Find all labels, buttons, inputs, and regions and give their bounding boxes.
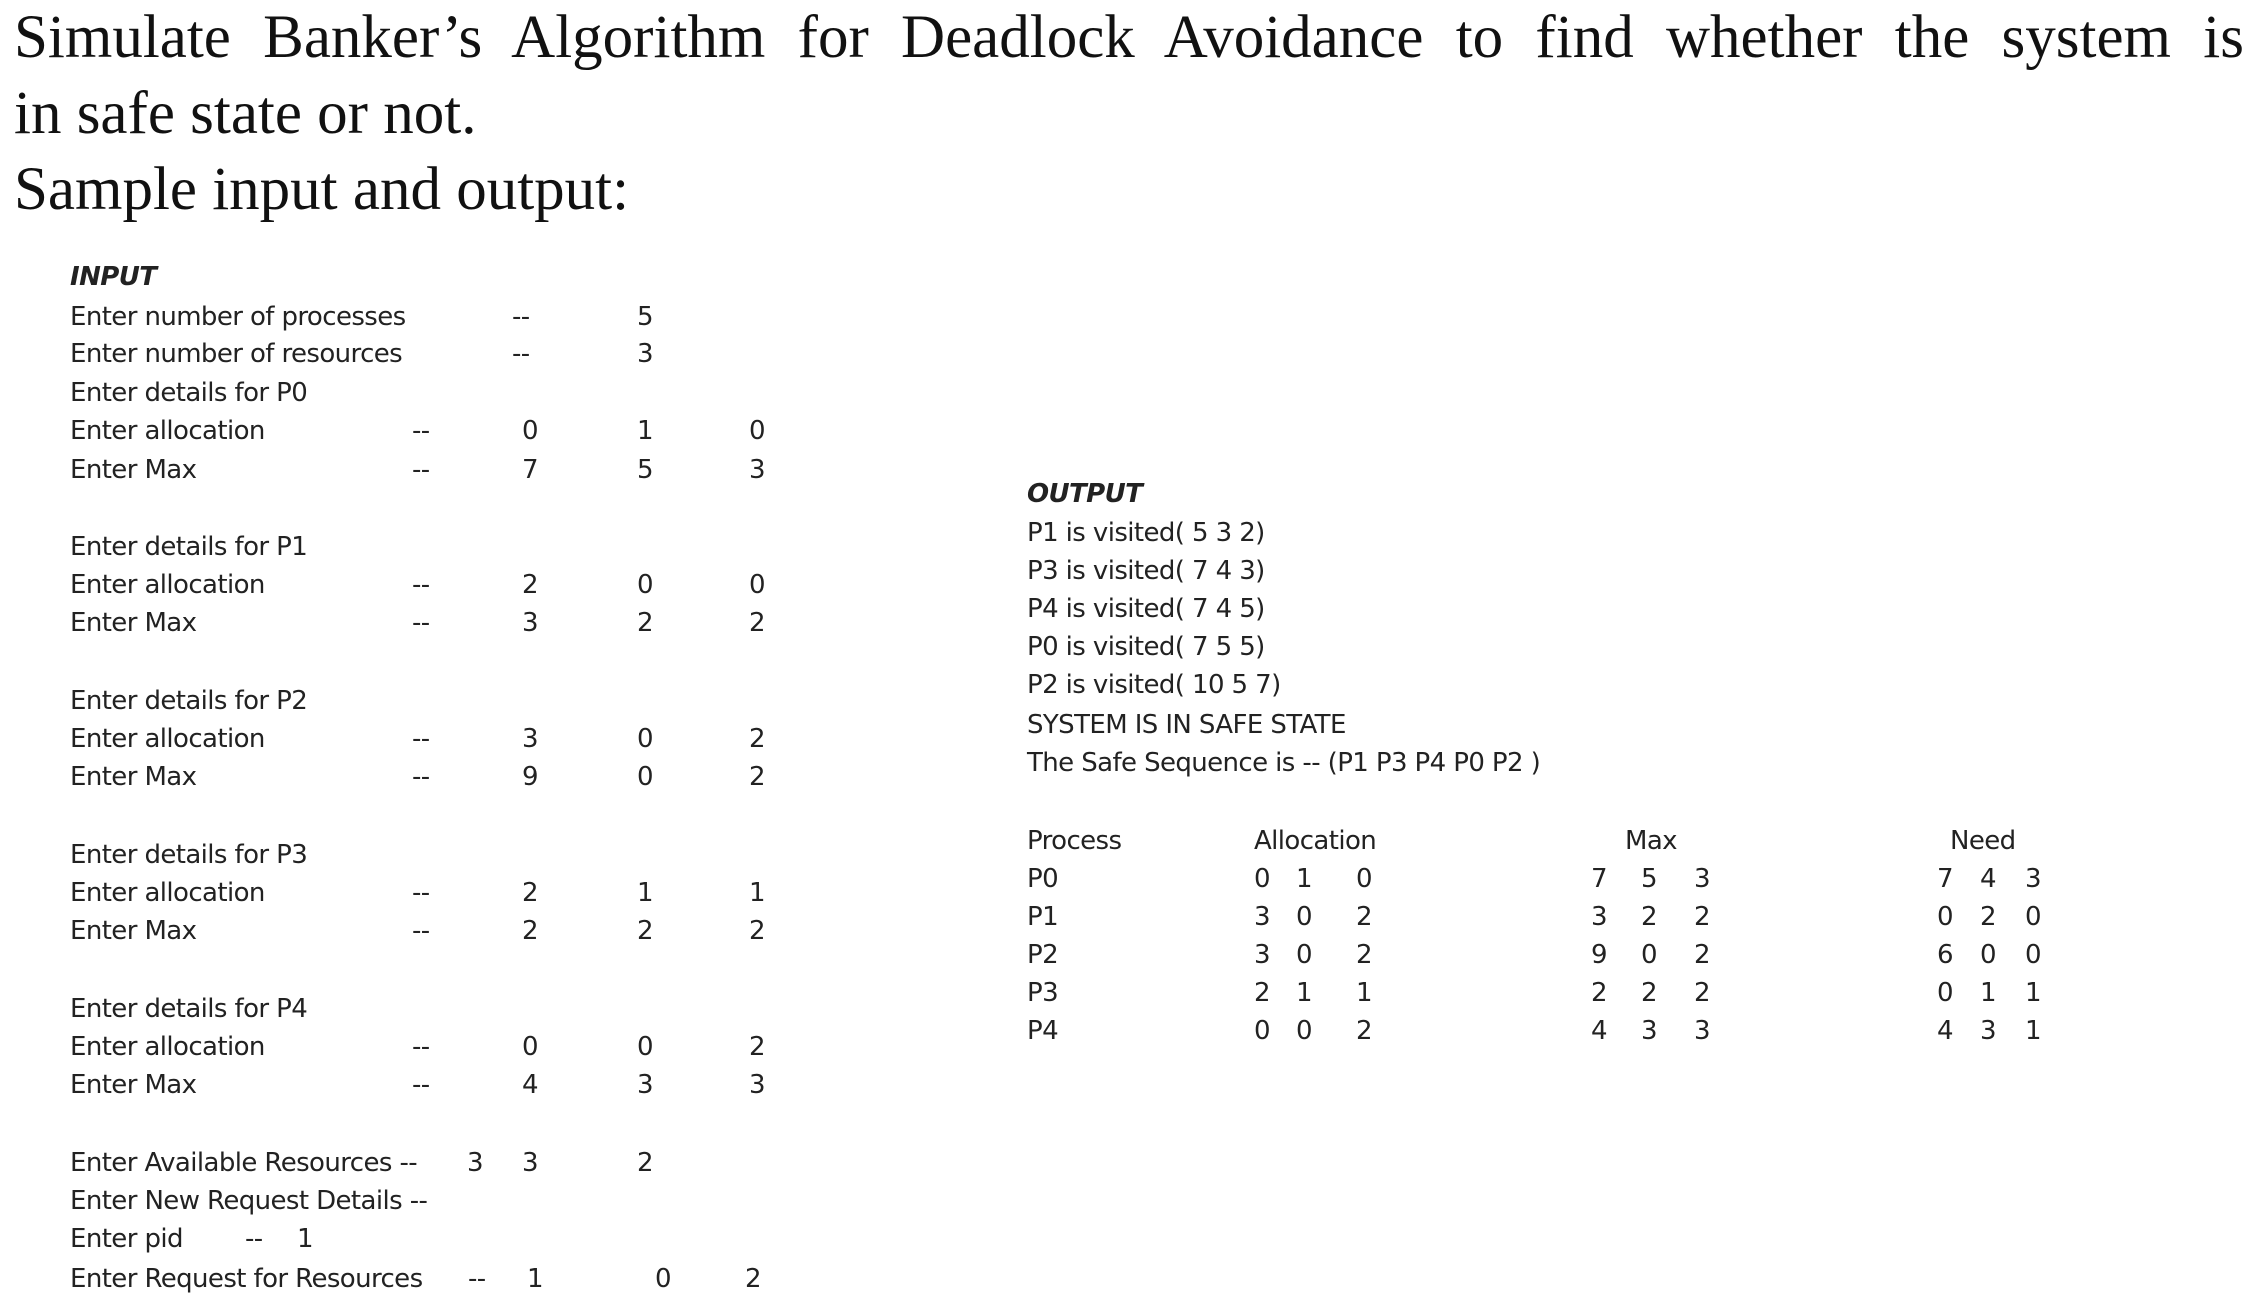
table-header-allocation: Allocation: [1254, 826, 1377, 856]
max-value: 0: [637, 762, 653, 792]
num-resources-value: 3: [637, 339, 653, 369]
table-cell-allocation: 0: [1296, 940, 1312, 970]
request-value: 2: [745, 1264, 761, 1294]
table-cell-process: P4: [1027, 1016, 1059, 1046]
allocation-label: Enter allocation: [70, 416, 265, 446]
max-value: 3: [749, 1070, 765, 1100]
dash: --: [512, 339, 530, 369]
max-value: 2: [637, 608, 653, 638]
table-cell-max: 3: [1694, 864, 1710, 894]
table-cell-max: 2: [1694, 902, 1710, 932]
table-cell-need: 1: [2025, 978, 2041, 1008]
table-header-process: Process: [1027, 826, 1122, 856]
dash: --: [412, 570, 430, 600]
table-cell-allocation: 0: [1296, 1016, 1312, 1046]
dash: --: [245, 1224, 263, 1254]
table-cell-max: 3: [1694, 1016, 1710, 1046]
max-label: Enter Max: [70, 1070, 197, 1100]
table-cell-allocation: 0: [1356, 864, 1372, 894]
table-cell-allocation: 3: [1254, 902, 1270, 932]
max-label: Enter Max: [70, 762, 197, 792]
table-cell-allocation: 2: [1254, 978, 1270, 1008]
table-cell-allocation: 0: [1254, 864, 1270, 894]
table-cell-need: 4: [1937, 1016, 1953, 1046]
table-cell-process: P2: [1027, 940, 1059, 970]
table-cell-process: P3: [1027, 978, 1059, 1008]
process-details-label: Enter details for P0: [70, 378, 308, 408]
process-details-label: Enter details for P2: [70, 686, 308, 716]
safe-sequence: The Safe Sequence is -- (P1 P3 P4 P0 P2 ): [1027, 748, 1541, 778]
table-header-need: Need: [1950, 826, 2016, 856]
table-cell-need: 3: [1980, 1016, 1996, 1046]
table-cell-max: 3: [1591, 902, 1607, 932]
table-header-max: Max: [1625, 826, 1677, 856]
max-value: 5: [637, 455, 653, 485]
dash: --: [412, 916, 430, 946]
table-cell-need: 7: [1937, 864, 1953, 894]
process-details-label: Enter details for P3: [70, 840, 308, 870]
process-details-label: Enter details for P4: [70, 994, 308, 1024]
max-value: 3: [637, 1070, 653, 1100]
pid-label: Enter pid: [70, 1224, 183, 1254]
table-cell-max: 7: [1591, 864, 1607, 894]
safe-state-message: SYSTEM IS IN SAFE STATE: [1027, 710, 1346, 740]
allocation-value: 0: [749, 570, 765, 600]
dash: --: [412, 455, 430, 485]
num-processes-value: 5: [637, 302, 653, 332]
table-cell-max: 2: [1641, 902, 1657, 932]
input-title: INPUT: [70, 262, 157, 292]
visited-line: P2 is visited( 10 5 7): [1027, 670, 1281, 700]
table-cell-allocation: 1: [1356, 978, 1372, 1008]
max-value: 2: [749, 762, 765, 792]
max-value: 2: [522, 916, 538, 946]
table-cell-max: 2: [1591, 978, 1607, 1008]
allocation-value: 0: [637, 570, 653, 600]
table-cell-need: 6: [1937, 940, 1953, 970]
allocation-label: Enter allocation: [70, 878, 265, 908]
max-value: 2: [749, 916, 765, 946]
max-value: 7: [522, 455, 538, 485]
table-cell-need: 0: [2025, 902, 2041, 932]
table-cell-allocation: 1: [1296, 864, 1312, 894]
table-cell-max: 9: [1591, 940, 1607, 970]
allocation-value: 0: [522, 416, 538, 446]
available-value: 3: [467, 1148, 483, 1178]
table-cell-allocation: 1: [1296, 978, 1312, 1008]
table-cell-allocation: 0: [1296, 902, 1312, 932]
table-cell-need: 0: [2025, 940, 2041, 970]
table-cell-allocation: 2: [1356, 1016, 1372, 1046]
dash: --: [412, 416, 430, 446]
max-value: 9: [522, 762, 538, 792]
table-cell-allocation: 2: [1356, 902, 1372, 932]
table-cell-allocation: 3: [1254, 940, 1270, 970]
num-resources-label: Enter number of resources: [70, 339, 403, 369]
allocation-value: 2: [522, 570, 538, 600]
allocation-value: 2: [749, 724, 765, 754]
max-label: Enter Max: [70, 916, 197, 946]
max-label: Enter Max: [70, 455, 197, 485]
request-label: Enter Request for Resources: [70, 1264, 423, 1294]
table-cell-max: 2: [1694, 978, 1710, 1008]
heading-line-3: Sample input and output:: [14, 156, 630, 223]
visited-line: P1 is visited( 5 3 2): [1027, 518, 1265, 548]
table-cell-need: 1: [2025, 1016, 2041, 1046]
available-value: 2: [637, 1148, 653, 1178]
allocation-label: Enter allocation: [70, 724, 265, 754]
table-cell-max: 0: [1641, 940, 1657, 970]
table-cell-max: 4: [1591, 1016, 1607, 1046]
max-value: 2: [749, 608, 765, 638]
max-value: 4: [522, 1070, 538, 1100]
visited-line: P4 is visited( 7 4 5): [1027, 594, 1265, 624]
allocation-label: Enter allocation: [70, 1032, 265, 1062]
table-cell-allocation: 0: [1254, 1016, 1270, 1046]
available-value: 3: [522, 1148, 538, 1178]
table-cell-need: 1: [1980, 978, 1996, 1008]
pid-value: 1: [297, 1224, 313, 1254]
process-details-label: Enter details for P1: [70, 532, 308, 562]
dash: --: [412, 608, 430, 638]
request-value: 1: [527, 1264, 543, 1294]
table-cell-need: 4: [1980, 864, 1996, 894]
allocation-value: 0: [637, 1032, 653, 1062]
allocation-value: 1: [637, 416, 653, 446]
max-value: 2: [637, 916, 653, 946]
table-cell-max: 2: [1694, 940, 1710, 970]
visited-line: P0 is visited( 7 5 5): [1027, 632, 1265, 662]
allocation-value: 3: [522, 724, 538, 754]
table-cell-max: 5: [1641, 864, 1657, 894]
heading-line-2: in safe state or not.: [14, 80, 477, 147]
num-processes-label: Enter number of processes: [70, 302, 406, 332]
dash: --: [412, 724, 430, 754]
visited-line: P3 is visited( 7 4 3): [1027, 556, 1265, 586]
dash: --: [412, 1070, 430, 1100]
table-cell-need: 0: [1937, 978, 1953, 1008]
max-value: 3: [522, 608, 538, 638]
allocation-value: 0: [637, 724, 653, 754]
max-label: Enter Max: [70, 608, 197, 638]
table-cell-process: P0: [1027, 864, 1059, 894]
dash: --: [412, 878, 430, 908]
request-value: 0: [655, 1264, 671, 1294]
allocation-value: 0: [522, 1032, 538, 1062]
dash: --: [412, 1032, 430, 1062]
allocation-label: Enter allocation: [70, 570, 265, 600]
new-request-label: Enter New Request Details --: [70, 1186, 428, 1216]
table-cell-need: 0: [1937, 902, 1953, 932]
table-cell-max: 2: [1641, 978, 1657, 1008]
table-cell-need: 2: [1980, 902, 1996, 932]
allocation-value: 0: [749, 416, 765, 446]
table-cell-need: 0: [1980, 940, 1996, 970]
allocation-value: 1: [637, 878, 653, 908]
table-cell-allocation: 2: [1356, 940, 1372, 970]
allocation-value: 2: [749, 1032, 765, 1062]
dash: --: [412, 762, 430, 792]
table-cell-need: 3: [2025, 864, 2041, 894]
allocation-value: 1: [749, 878, 765, 908]
available-resources-label: Enter Available Resources --: [70, 1148, 418, 1178]
allocation-value: 2: [522, 878, 538, 908]
table-cell-process: P1: [1027, 902, 1059, 932]
table-cell-max: 3: [1641, 1016, 1657, 1046]
max-value: 3: [749, 455, 765, 485]
output-title: OUTPUT: [1027, 479, 1143, 509]
dash: --: [512, 302, 530, 332]
dash: --: [468, 1264, 486, 1294]
heading-line-1: Simulate Banker’s Algorithm for Deadlock Avoidance to find whether the system is: [14, 4, 2244, 71]
